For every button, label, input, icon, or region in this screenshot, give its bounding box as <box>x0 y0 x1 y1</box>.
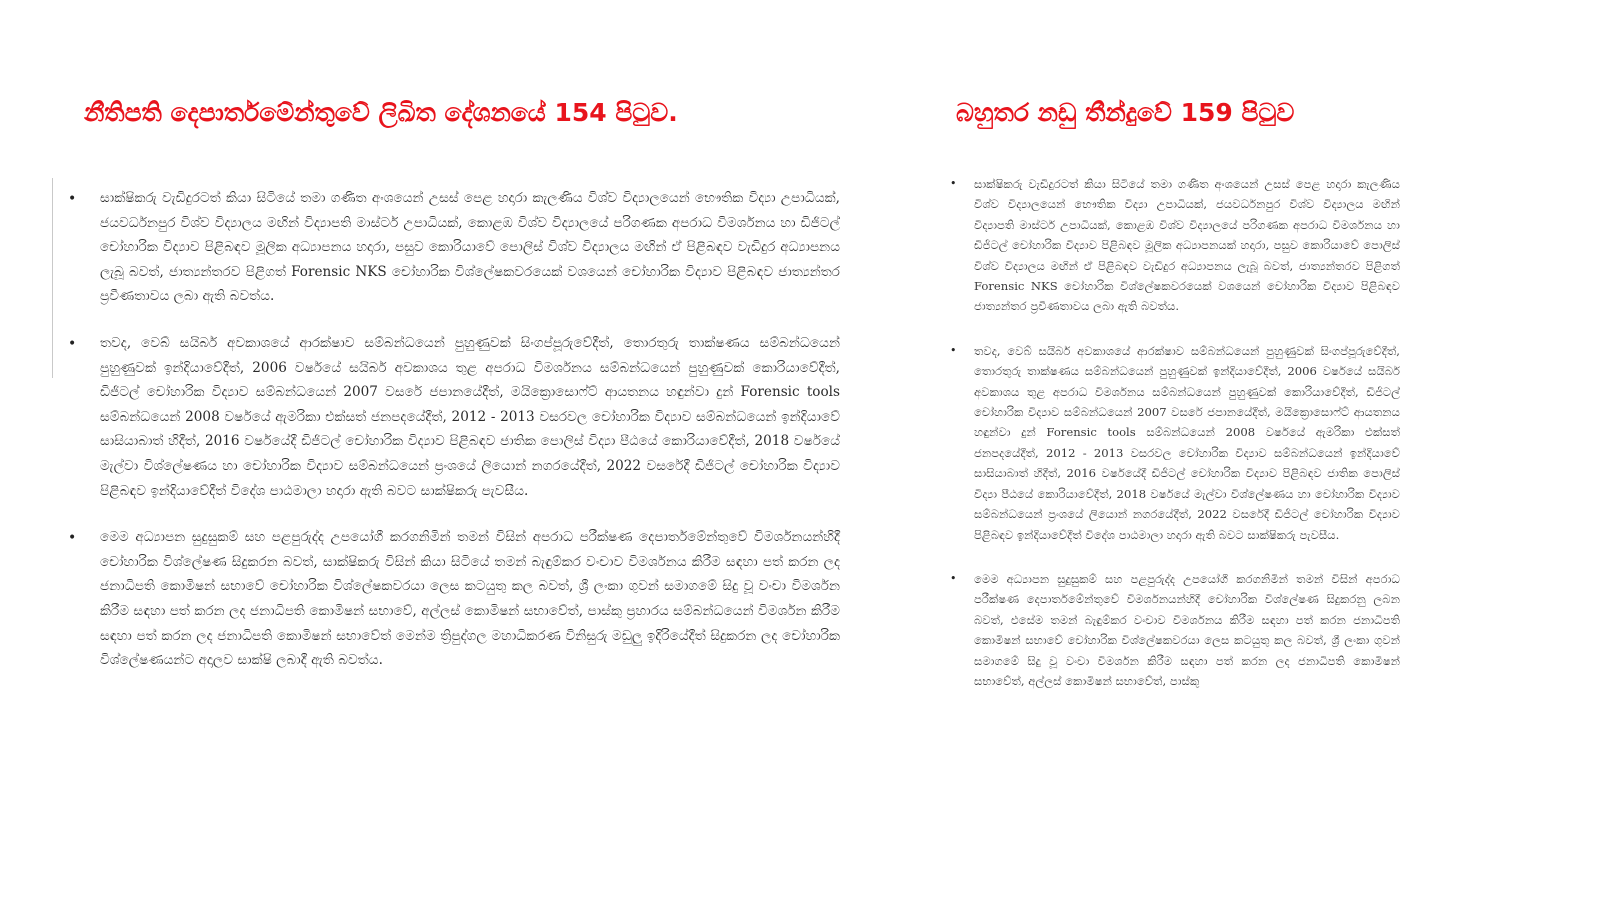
paragraph: තවද, වෙබ් සයිබර් අවකාශයේ ආරක්ෂාව සම්බන්ධයෙන් පුහුණුවක් සිංගප්පූරුවේදීත්, තොරතුරු තාක්ෂණය සම්බන්ධයෙන් පුහුණුවක් ඉන්දියාවේදීත්, 2006 වර්ෂයේ සයිබර් අවකාශය තුළ අපරාධ විමර්ශනය සම්බන්ධයෙන් පුහුණුවක් කොරියාවේදීත්, ඩිජිටල් චෝහාරික විද්‍යාව සම්බන්ධයෙන් 2007 වසරේ ජපානයේදීත්, මයික්‍රොසොෆ්ට් ආයතනය හඳුන්වා දුන් Forensic tools සම්බන්ධයෙන් 2008 වර්ෂයේ ඇමරිකා එක්සත් ජනපදයේදීත්, 2012 - 2013 වසරවල චෝහාරික විද්‍යාව සම්බන්ධයෙන් ඉන්දියාවේ සාසියාබාත් හිදීත්, 2016 වර්ෂයේදී ඩිජිටල් චෝහාරික විද්‍යාව පිළිබඳව ජාතික පොලිස් විද්‍යා පීඨයේ කොරියාවේදීත්, 2018 වර්ෂයේ මැල්වා විශ්ලේෂණය හා චෝහාරික විද්‍යාව සම්බන්ධයෙන් ප්‍රංශයේ ලියොන් නගරයේදීත්, 2022 වසරේදී ඩිජිටල් චෝහාරික විද්‍යාව පිළිබඳව ඉන්දියාවේදීත් විදේශ පාඨමාලා හදාරා ඇති බවට සාක්ෂිකරු පැවසීය. <box>100 334 840 499</box>
list-item <box>68 525 840 673</box>
bullet-point: • <box>950 177 957 190</box>
paragraph: මෙම අධ්‍යාපන සුදුසුකම් සහ පළපුරුද්ද උපයෝගී කරගනිමින් තමන් විසින් අපරාධ පරීක්ෂණ දෙපාර්තමේන්තුවේ විමර්ශනයන්හිදී චෝහාරික විශ්ලේෂණ සිදුකරන බවත්, සාක්ෂිකරු විසින් කියා සිටියේ තමන් බැඳුම්කර වංචාව විමර්ශනය කිරීම සඳහා පත් කරන ලද ජනාධිපති කොමිෂන් සභාවේ චෝහාරික විශ්ලේෂකවරයා ලෙස කටයුතු කල බවත්, ශ්‍රී ලංකා ගුවන් සමාගමේ සිදු වූ වංචා විමර්ශන කිරීම සඳහා පත් කරන ලද ජනාධිපති කොමිෂන් සභාවේ, අල්ලස් කොමිෂන් සභාවේත්, පාස්කු ප්‍රහාරය සම්බන්ධයෙන් විමර්ශන කිරීම සඳහා පත් කරන ලද ජනාධිපති කොමිෂන් සභාවේත් මෙන්ම ත්‍රිපුද්ගල මහාධිකරණ විනිසුරු මඩුලු ඉදිරියේදීත් සිදුකරන ලද චෝහාරික විශ්ලේෂණයන්ට අදාලව සාක්ෂි ලබාදී ඇති බවත්ය. <box>100 529 840 669</box>
list-item <box>950 569 1400 691</box>
bullet-point: • <box>68 191 77 207</box>
attorney-general-heading: නීතිපති දෙපාර්තමේන්තුවේ ලිඛිත දේශනයේ 154 පිටුව. <box>84 98 678 127</box>
list-item <box>950 174 1400 317</box>
paragraph: තවද, වෙබ් සයිබර් අවකාශයේ ආරක්ෂාව සම්බන්ධයෙන් පුහුණුවක් සිංගප්පූරුවේදීත්, තොරතුරු තාක්ෂණය සම්බන්ධයෙන් පුහුණුවක් ඉන්දියාවේදීත්, 2006 වර්ෂයේ සයිබර් අවකාශය තුළ අපරාධ විමර්ශනය සම්බන්ධයෙන් පුහුණුවක් කොරියාවේදීත්, ඩිජිටල් චෝහාරික විද්‍යාව සම්බන්ධයෙන් 2007 වසරේ ජපානයේදීත්, මයික්‍රොසොෆ්ට් ආයතනය හඳුන්වා දුන් Forensic tools සම්බන්ධයෙන් 2008 වර්ෂයේ ඇමරිකා එක්සත් ජනපදයේදීත්, 2012 - 2013 වසරවල චෝහාරික විද්‍යාව සම්බන්ධයෙන් ඉන්දියාවේ සාසියාබාත් හිදීත්, 2016 වර්ෂයේදී ඩිජිටල් චෝහාරික විද්‍යාව පිළිබඳව ජාතික පොලිස් විද්‍යා පීඨයේ කොරියාවේදීත්, 2018 වර්ෂයේ මැල්වා විශ්ලේෂණය හා චෝහාරික විද්‍යාව සම්බන්ධයෙන් ප්‍රංශයේ ලියොන් නගරයේදීත්, 2022 වසරේදී ඩිජිටල් චෝහාරික විද්‍යාව පිළිබඳව ඉන්දියාවේදීත් විදේශ පාඨමාලා හදාරා ඇති බවට සාක්ෂිකරු පැවසීය. <box>974 343 1400 542</box>
paragraph: මෙම අධ්‍යාපන සුදුසුකම් සහ පළපුරුද්ද උපයෝගී කරගනිමින් තමන් විසින් අපරාධ පරීක්ෂණ දෙපාර්තමේන්තුවේ විමර්ශනයන්හිදී චෝහාරික විශ්ලේෂණ සිදුකරනු ලබන බවත්, එසේම තමන් බැඳුම්කර වංචාව විමර්ශනය කිරීම සඳහා පත් කරන ජනාධිපති කොමිෂන් සභාවේ චෝහාරික විශ්ලේෂකවරයා ලෙස කටයුතු කල බවත්, ශ්‍රී ලංකා ගුවන් සමාගමේ සිදු වූ වංචා විමර්ශන කිරීම සඳහා පත් කරන ලද ජනාධිපති කොමිෂන් සභාවේත්, අල්ලස් කොමිෂන් සභාවේත්, පාස්කු <box>974 571 1400 688</box>
list-item <box>68 331 840 503</box>
bullet-point: • <box>950 343 957 357</box>
majority-judgment-text <box>950 174 1400 715</box>
attorney-general-text <box>68 186 840 695</box>
paragraph: සාක්ෂිකරු වැඩිදුරටත් කියා සිටියේ තමා ගණිත අංශයෙන් උසස් පෙළ හදාරා කැලණිය විශ්ව විද්‍යාලයෙන් භෞතික විද්‍යා උපාධියක්, ජයවර්ධනපුර විශ්ව විද්‍යාලය මඟින් විද්‍යාපති මාස්ටර් උපාධියක්, කොළඹ විශ්ව විද්‍යාලයේ පරිගණක අපරාධ විමර්ශනය හා ඩිජිටල් චෝහාරික විද්‍යාව පිළිබඳව මූලික අධ්‍යාපනය හදාරා, පසුව කොරියාවේ පොලිස් විශ්ව විද්‍යාලය මඟින් ඒ පිළිබඳව වැඩිදුර අධ්‍යාපනය ලැබූ බවත්, ජාත්‍යන්තරව පිළිගත් Forensic NKS චෝහාරික විශ්ලේෂකවරයෙක් වශයෙන් චෝහාරික විද්‍යාව පිළිබඳව ජාත්‍යන්තර ප්‍රවීණතාවය ලබා ඇති බවත්ය. <box>100 190 840 305</box>
bullet-point: • <box>68 335 77 352</box>
bullet-point: • <box>68 530 77 547</box>
margin-rule <box>52 178 53 378</box>
list-item <box>950 341 1400 545</box>
majority-judgment-heading: බහුතර නඩු තීන්දුවේ 159 පිටුව <box>956 98 1295 127</box>
bullet-point: • <box>950 571 957 585</box>
paragraph: සාක්ෂිකරු වැඩිදුරටත් කියා සිටියේ තමා ගණිත අංශයෙන් උසස් පෙළ හදාරා කැලණිය විශ්ව විද්‍යාලයෙන් භෞතික විද්‍යා උපාධියක්, ජයවර්ධනපුර විශ්ව විද්‍යාලය මඟින් විද්‍යාපති මාස්ටර් උපාධියක්, කොළඹ විශ්ව විද්‍යාලයේ පරිගණක අපරාධ විමර්ශනය හා ඩිජිටල් චෝහාරික විද්‍යාව පිළිබඳව මූලික අධ්‍යාපනයක් හදාරා, පසුව කොරියාවේ පොලිස් විශ්ව විද්‍යාලය මඟින් ඒ පිළිබඳව වැඩිදුර අධ්‍යාපනය ලැබූ බවත්, ජාත්‍යන්තරව පිළිගත් Forensic NKS චෝහාරික විශ්ලේෂකවරයෙක් වශයෙන් චෝහාරික විද්‍යාව පිළිබඳව ජාත්‍යන්තර ප්‍රවීණතාවය ලබා ඇති බවත්ය. <box>974 177 1400 314</box>
list-item <box>68 186 840 309</box>
majority-judgment-excerpt <box>950 0 1430 900</box>
